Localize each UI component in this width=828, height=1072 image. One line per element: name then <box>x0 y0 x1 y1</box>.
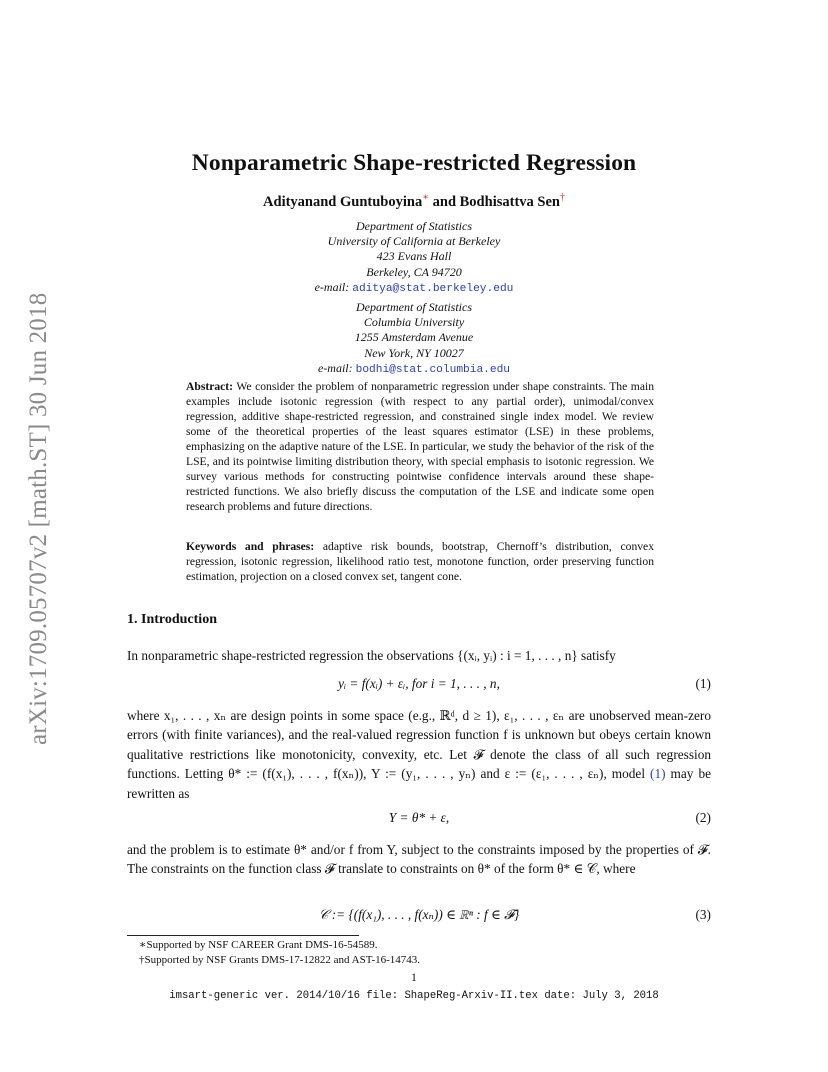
email-label: e-mail: <box>317 360 356 375</box>
author-conjunction: and <box>429 193 460 210</box>
page-number: 1 <box>411 970 417 984</box>
equation-2-body: Y = θ* + ε, <box>388 810 450 825</box>
keywords <box>186 540 654 585</box>
equation-1-number: (1) <box>695 676 711 691</box>
intro-paragraph-3: and the problem is to estimate θ* and/or f from Y, subject to the constraints imposed by the properties of 𝓕. The constraints on the function class 𝓕 translate to constraints on θ* of the form θ* ∈ 𝒞, where <box>127 842 711 877</box>
footnote-2: †Supported by NSF Grants DMS-17-12822 and AST-16-14743. <box>139 954 421 966</box>
affiliation-city: New York, NY 10027 <box>364 345 464 360</box>
equation-3 <box>127 907 711 923</box>
author-name-2: Bodhisattva Sen <box>459 193 560 210</box>
equation-1-body: yᵢ = f(xᵢ) + εᵢ, for i = 1, . . . , n, <box>338 676 500 691</box>
abstract <box>186 380 654 515</box>
intro-paragraph-1: In nonparametric shape-restricted regression the observations {(xᵢ, yᵢ) : i = 1, . . . , n} satisfy <box>127 648 616 663</box>
footnote-mark-1[interactable]: ∗ <box>422 192 429 203</box>
footnote-mark-2[interactable]: † <box>559 192 565 203</box>
affiliation-1 <box>0 219 828 297</box>
affiliation-dept: Department of Statistics <box>356 300 472 314</box>
affiliation-street: 423 Evans Hall <box>376 249 452 264</box>
equation-2-number: (2) <box>695 810 711 825</box>
footnote-1: ∗Supported by NSF CAREER Grant DMS-16-54589. <box>139 939 378 951</box>
paper-title: Nonparametric Shape-restricted Regression <box>191 150 637 176</box>
section-heading: 1. Introduction <box>127 612 217 627</box>
affiliation-email-line <box>0 361 828 378</box>
equation-2 <box>127 810 711 826</box>
intro-paragraph-2-tail: may be rewritten as <box>127 766 711 801</box>
affiliation-city: Berkeley, CA 94720 <box>366 264 462 279</box>
equation-ref-link[interactable]: (1) <box>650 766 666 782</box>
affiliation-university: University of California at Berkeley <box>327 234 501 249</box>
intro-paragraph-2-text: where x₁, . . . , xₙ are design points in some space (e.g., ℝᵈ, d ≥ 1), ε₁, . . . , εₙ are unobserved mean-zero errors (with finite variances), and the real-valued regression function f is unknown but obeys certain known qualitative restrictions like monotonicity, convexity, etc. Let 𝓕 denote the class of all such regression functions. Letting θ* := (f(x₁), . . . , f(xₙ)), Y := (y₁, . . . , yₙ) and ε := (ε₁, . . . , εₙ), model <box>127 708 711 782</box>
keywords-label: Keywords and phrases: <box>186 540 315 553</box>
equation-3-body: 𝒞 := {(f(x₁), . . . , f(xₙ)) ∈ ℝⁿ : f ∈ 𝓕} <box>318 907 520 922</box>
author-name-1: Adityanand Guntuboyina <box>263 193 423 210</box>
abstract-label: Abstract: <box>186 380 234 393</box>
affiliation-email-line <box>0 280 828 297</box>
affiliation-street: 1255 Amsterdam Avenue <box>354 330 474 345</box>
equation-1 <box>127 676 711 692</box>
affiliation-university: Columbia University <box>363 315 465 330</box>
arxiv-stamp: arXiv:1709.05707v2 [math.ST] 30 Jun 2018 <box>25 292 52 745</box>
intro-paragraph-2 <box>127 706 711 803</box>
footer-meta: imsart-generic ver. 2014/10/16 file: ShapeReg-Arxiv-II.tex date: July 3, 2018 <box>169 990 659 1002</box>
email-link[interactable]: bodhi@stat.columbia.edu <box>355 363 511 376</box>
email-label: e-mail: <box>314 279 353 294</box>
abstract-text: We consider the problem of nonparametric regression under shape constraints. The main examples include isotonic regression (with respect to any partial order), unimodal/convex regression, additive shape-restricted regression, and constrained single index model. We review some of the theoretical properties of the least squares estimator (LSE) in these problems, emphasizing on the adaptive nature of the LSE. In particular, we study the behavior of the risk of the LSE, and its pointwise limiting distribution theory, with special emphasis to isotonic regression. We survey various methods for constructing pointwise confidence intervals around these shape-restricted functions. We also briefly discuss the computation of the LSE and indicate some open research problems and future directions. <box>186 380 654 513</box>
equation-3-number: (3) <box>695 907 711 922</box>
footnote-rule <box>127 935 359 936</box>
affiliation-2 <box>0 300 828 378</box>
author-line <box>0 192 828 211</box>
keywords-text: adaptive risk bounds, bootstrap, Chernoff’s distribution, convex regression, isotonic regression, likelihood ratio test, monotone function, order preserving function estimation, projection on a closed convex set, tangent cone. <box>186 540 654 583</box>
affiliation-dept: Department of Statistics <box>356 219 472 233</box>
email-link[interactable]: aditya@stat.berkeley.edu <box>352 282 514 295</box>
